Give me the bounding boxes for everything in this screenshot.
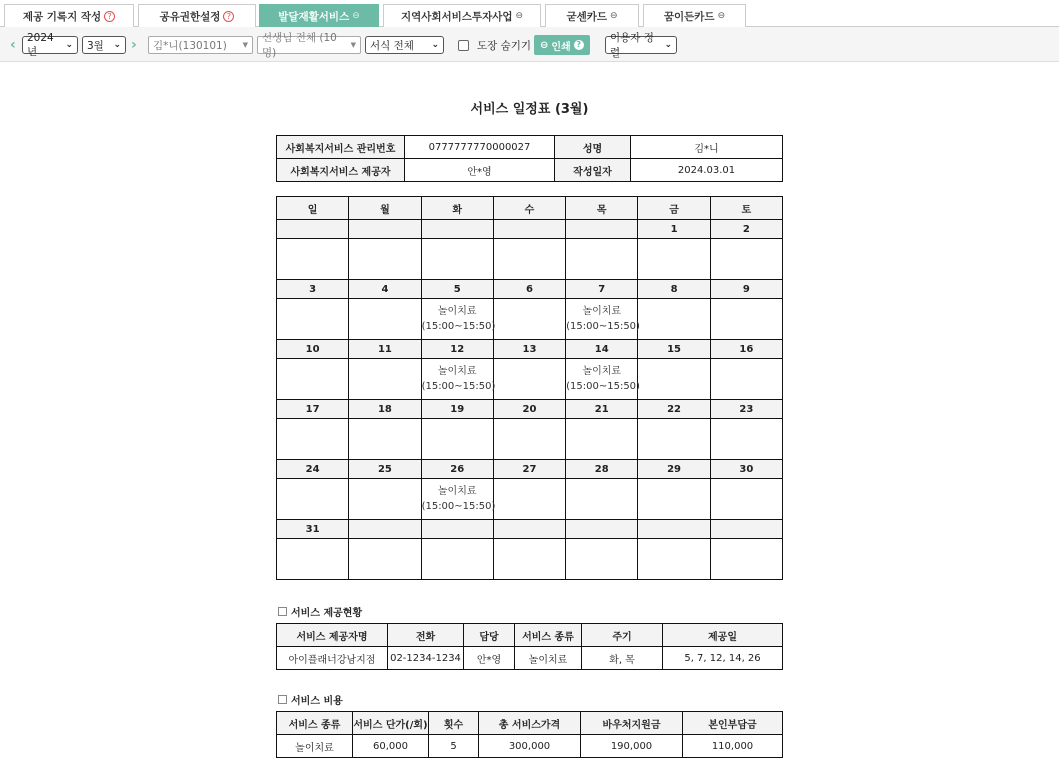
day-number: 30 <box>710 460 782 479</box>
day-event-cell <box>566 419 638 460</box>
day-number: 4 <box>349 280 421 299</box>
tab-bar <box>0 0 1059 27</box>
day-event-cell <box>638 239 710 280</box>
day-number: 7 <box>566 280 638 299</box>
status-section-title <box>278 604 362 619</box>
column-header: 횟수 <box>429 712 479 735</box>
day-event-cell <box>638 479 710 520</box>
column-header: 담당 <box>464 624 515 647</box>
tab-label: 굳센카드 <box>566 10 608 23</box>
lock-icon: ⊖ <box>515 11 524 21</box>
day-event-cell <box>277 239 349 280</box>
weekday-header: 토 <box>710 197 782 220</box>
day-number: 5 <box>421 280 493 299</box>
table-cell: 5 <box>429 735 479 758</box>
week-event-row <box>277 299 783 340</box>
month-select[interactable] <box>82 36 126 54</box>
day-number: 2 <box>710 220 782 239</box>
day-number <box>349 220 421 239</box>
tab-label: 제공 기록지 작성 <box>22 10 102 23</box>
week-date-row <box>277 220 783 239</box>
table-cell: 놀이치료 <box>515 647 582 670</box>
print-button[interactable] <box>534 35 590 55</box>
day-number: 3 <box>277 280 349 299</box>
column-header: 서비스 종류 <box>277 712 353 735</box>
day-number <box>493 220 565 239</box>
weekday-header: 일 <box>277 197 349 220</box>
cost-section-title <box>278 692 343 707</box>
page-title: 서비스 일정표 (3월) <box>470 102 589 117</box>
week-date-row <box>277 520 783 539</box>
day-event-cell <box>493 539 565 580</box>
day-number: 29 <box>638 460 710 479</box>
day-event-cell <box>421 419 493 460</box>
lock-icon: ⊖ <box>610 11 618 21</box>
chevron-left-icon: ‹ <box>10 37 16 53</box>
day-event-cell: 놀이치료 (15:00~15:50) <box>566 359 638 400</box>
column-header: 서비스 종류 <box>515 624 582 647</box>
day-number <box>421 520 493 539</box>
client-select[interactable] <box>148 36 253 54</box>
tab-label: 꿈이든카드 <box>663 10 715 23</box>
column-header: 서비스 단가(/회) <box>353 712 429 735</box>
chevron-right-icon: › <box>131 37 137 53</box>
day-number: 23 <box>710 400 782 419</box>
lock-icon: ⊖ <box>352 11 360 21</box>
day-number: 14 <box>566 340 638 359</box>
week-event-row <box>277 419 783 460</box>
day-number: 11 <box>349 340 421 359</box>
sort-value: 이용자 정렬 <box>610 32 654 59</box>
day-event-cell: 놀이치료 (15:00~15:50) <box>421 359 493 400</box>
day-number: 20 <box>493 400 565 419</box>
day-event-cell: 놀이치료 (15:00~15:50) <box>566 299 638 340</box>
day-number: 17 <box>277 400 349 419</box>
day-event-cell <box>710 479 782 520</box>
tab-label: 공유권한설정 <box>159 10 221 23</box>
day-event-cell <box>277 299 349 340</box>
day-number: 26 <box>421 460 493 479</box>
week-event-row <box>277 359 783 400</box>
day-number: 15 <box>638 340 710 359</box>
weekday-header: 화 <box>421 197 493 220</box>
day-event-cell <box>638 299 710 340</box>
calendar-table <box>276 196 783 580</box>
date-label: 작성일자 <box>555 159 631 182</box>
week-event-row <box>277 479 783 520</box>
client-value: 김*니(130101) <box>153 39 227 52</box>
table-cell: 놀이치료 <box>277 735 353 758</box>
help-icon[interactable]: ? <box>223 11 234 22</box>
table-cell: 300,000 <box>479 735 581 758</box>
year-select[interactable] <box>22 31 78 58</box>
day-number: 10 <box>277 340 349 359</box>
day-number: 1 <box>638 220 710 239</box>
day-event-cell <box>493 299 565 340</box>
table-cell: 110,000 <box>683 735 783 758</box>
print-label: 인쇄 <box>551 41 571 53</box>
lock-icon: ⊖ <box>717 11 726 21</box>
day-event-cell <box>638 359 710 400</box>
day-number: 8 <box>638 280 710 299</box>
day-event-cell <box>710 419 782 460</box>
hide-stamp-label: 도장 숨기기 <box>477 39 532 52</box>
column-header: 바우처지원금 <box>581 712 683 735</box>
month-value: 3월 <box>87 39 104 52</box>
day-event-cell <box>349 539 421 580</box>
caret-down-icon: ▼ <box>242 41 248 49</box>
week-date-row <box>277 400 783 419</box>
table-cell: 화, 목 <box>582 647 663 670</box>
day-event-cell <box>710 539 782 580</box>
day-event-cell <box>566 479 638 520</box>
table-cell: 안*영 <box>464 647 515 670</box>
day-number: 16 <box>710 340 782 359</box>
checkbox-icon <box>278 607 287 616</box>
day-event-cell <box>349 419 421 460</box>
day-number: 31 <box>277 520 349 539</box>
teacher-select[interactable] <box>257 32 361 59</box>
mgmt-no-value: 0777777770000027 <box>405 136 555 159</box>
name-value: 김*니 <box>631 136 783 159</box>
week-date-row <box>277 280 783 299</box>
day-event-cell <box>277 419 349 460</box>
day-event-cell <box>493 419 565 460</box>
day-event-cell <box>638 419 710 460</box>
year-value: 2024년 <box>27 31 54 58</box>
hide-stamp-toggle[interactable] <box>458 36 531 54</box>
day-event-cell: 놀이치료 (15:00~15:50) <box>421 299 493 340</box>
prev-month-button[interactable] <box>10 36 16 54</box>
column-header: 서비스 제공자명 <box>277 624 388 647</box>
date-value: 2024.03.01 <box>631 159 783 182</box>
table-cell: 190,000 <box>581 735 683 758</box>
day-number <box>566 220 638 239</box>
day-event-cell <box>710 299 782 340</box>
day-event-cell <box>277 359 349 400</box>
weekday-header: 목 <box>566 197 638 220</box>
tab-dream-card[interactable] <box>643 4 746 27</box>
day-event-cell: 놀이치료 (15:00~15:50) <box>421 479 493 520</box>
next-month-button[interactable] <box>131 36 137 54</box>
table-row <box>277 647 783 670</box>
chevron-down-icon: ⌄ <box>431 40 439 50</box>
day-event-cell <box>277 539 349 580</box>
day-number <box>493 520 565 539</box>
day-number: 6 <box>493 280 565 299</box>
table-cell: 5, 7, 12, 14, 26 <box>663 647 783 670</box>
service-status-table <box>276 623 783 670</box>
day-event-cell <box>710 359 782 400</box>
caret-down-icon: ▼ <box>350 41 356 49</box>
day-event-cell <box>421 239 493 280</box>
day-event-cell <box>349 299 421 340</box>
day-event-cell <box>493 239 565 280</box>
day-event-cell <box>638 539 710 580</box>
service-cost-table <box>276 711 783 758</box>
day-event-cell <box>349 479 421 520</box>
day-event-cell <box>493 479 565 520</box>
hide-stamp-checkbox[interactable] <box>458 40 469 51</box>
day-event-cell <box>349 239 421 280</box>
column-header: 제공일 <box>663 624 783 647</box>
chevron-down-icon: ⌄ <box>664 40 672 50</box>
column-header: 본인부담금 <box>683 712 783 735</box>
day-number: 28 <box>566 460 638 479</box>
provider-label: 사회복지서비스 제공자 <box>277 159 405 182</box>
help-icon[interactable]: ? <box>574 40 584 50</box>
day-event-cell <box>277 479 349 520</box>
day-number: 19 <box>421 400 493 419</box>
day-event-cell <box>566 239 638 280</box>
day-number <box>638 520 710 539</box>
tab-record-write[interactable] <box>4 4 134 27</box>
day-number: 18 <box>349 400 421 419</box>
week-date-row <box>277 460 783 479</box>
day-event-cell <box>566 539 638 580</box>
day-number: 25 <box>349 460 421 479</box>
name-label: 성명 <box>555 136 631 159</box>
day-number <box>349 520 421 539</box>
chevron-down-icon: ⌄ <box>113 40 121 50</box>
column-header: 주기 <box>582 624 663 647</box>
help-icon[interactable]: ? <box>104 11 115 22</box>
week-event-row <box>277 539 783 580</box>
tab-development-rehab[interactable] <box>259 4 379 27</box>
table-cell: 60,000 <box>353 735 429 758</box>
tab-label: 발달재활서비스 <box>278 10 350 23</box>
day-number: 22 <box>638 400 710 419</box>
week-date-row <box>277 340 783 359</box>
day-event-cell <box>421 539 493 580</box>
weekday-header: 수 <box>493 197 565 220</box>
info-table <box>276 135 783 182</box>
day-number <box>421 220 493 239</box>
tab-community-service[interactable] <box>383 4 541 27</box>
day-number <box>710 520 782 539</box>
chevron-down-icon: ⌄ <box>65 40 73 50</box>
print-icon: ⊖ <box>540 39 549 51</box>
column-header: 전화 <box>388 624 464 647</box>
day-event-cell <box>710 239 782 280</box>
section-title-text: 서비스 제공현황 <box>291 608 363 619</box>
tab-gutsen-card[interactable] <box>545 4 639 27</box>
day-number: 21 <box>566 400 638 419</box>
day-number: 24 <box>277 460 349 479</box>
day-number: 27 <box>493 460 565 479</box>
table-row <box>277 735 783 758</box>
mgmt-no-label: 사회복지서비스 관리번호 <box>277 136 405 159</box>
section-title-text: 서비스 비용 <box>291 696 343 707</box>
checkbox-icon <box>278 695 287 704</box>
sort-select[interactable] <box>605 32 677 59</box>
toolbar <box>0 27 1059 62</box>
day-event-cell <box>493 359 565 400</box>
provider-value: 안*영 <box>405 159 555 182</box>
day-number: 13 <box>493 340 565 359</box>
form-select[interactable] <box>365 36 444 54</box>
weekday-header: 월 <box>349 197 421 220</box>
table-cell: 아이플래너강남지점 <box>277 647 388 670</box>
weekday-header: 금 <box>638 197 710 220</box>
day-number: 12 <box>421 340 493 359</box>
tab-share-permission[interactable] <box>138 4 256 27</box>
day-event-cell <box>349 359 421 400</box>
day-number <box>566 520 638 539</box>
week-event-row <box>277 239 783 280</box>
day-number <box>277 220 349 239</box>
column-header: 총 서비스가격 <box>479 712 581 735</box>
tab-label: 지역사회서비스투자사업 <box>400 10 513 23</box>
day-number: 9 <box>710 280 782 299</box>
form-value: 서식 전체 <box>370 39 414 52</box>
table-cell: 02-1234-1234 <box>388 647 464 670</box>
teacher-value: 선생님 전체 (10명) <box>262 32 337 59</box>
